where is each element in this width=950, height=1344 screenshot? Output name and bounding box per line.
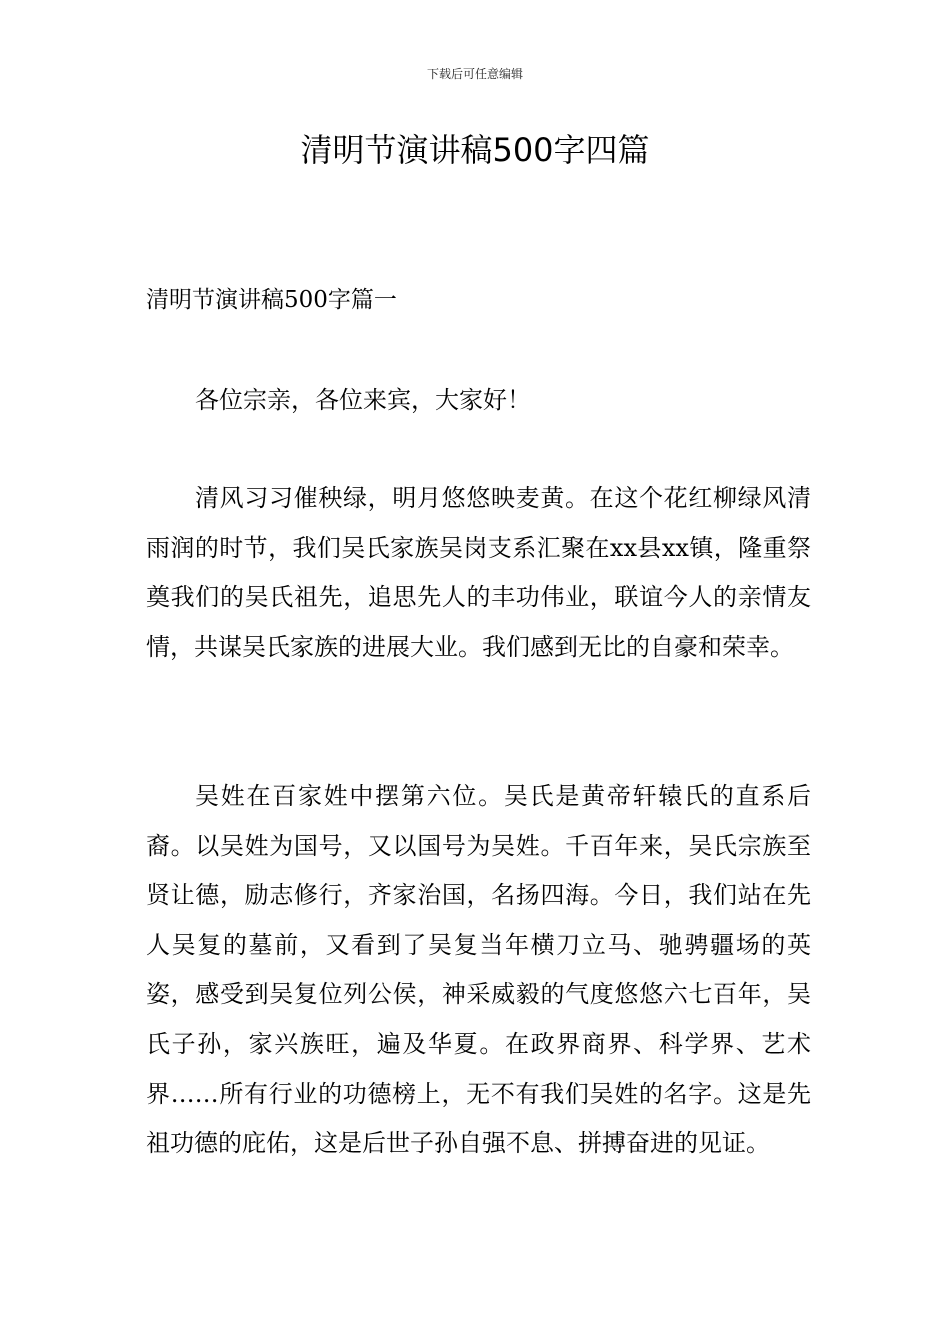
document-title: 清明节演讲稿500字四篇: [300, 131, 650, 169]
paragraph-2: 吴姓在百家姓中摆第六位。吴氏是黄帝轩辕氏的直系后裔。以吴姓为国号，又以国号为吴姓。千百年来，吴氏宗族至贤让德，励志修行，齐家治国，名扬四海。今日，我们站在先人吴复的墓前，又看到了吴复当年横刀立马、驰骋疆场的英姿，感受到吴复位列公侯，神采威毅的气度悠悠六七百年，吴氏子孙，家兴族旺，遍及华夏。在政界商界、科学界、艺术界……所有行业的功德榜上，无不有我们吴姓的名字。这是先祖功德的庇佑，这是后世子孙自强不息、拼搏奋进的见证。: [146, 782, 811, 1158]
paragraph-greeting: 各位宗亲，各位来宾，大家好！: [195, 386, 531, 414]
header-note: 下载后可任意编辑: [426, 67, 523, 81]
paragraph-1: 清风习习催秧绿，明月悠悠映麦黄。在这个花红柳绿风清雨润的时节，我们吴氏家族吴岗支系汇聚在xx县xx镇，隆重祭奠我们的吴氏祖先，追思先人的丰功伟业，联谊今人的亲情友情，共谋吴氏家族的进展大业。我们感到无比的自豪和荣幸。: [146, 484, 811, 661]
section-heading: 清明节演讲稿500字篇一: [146, 287, 397, 313]
